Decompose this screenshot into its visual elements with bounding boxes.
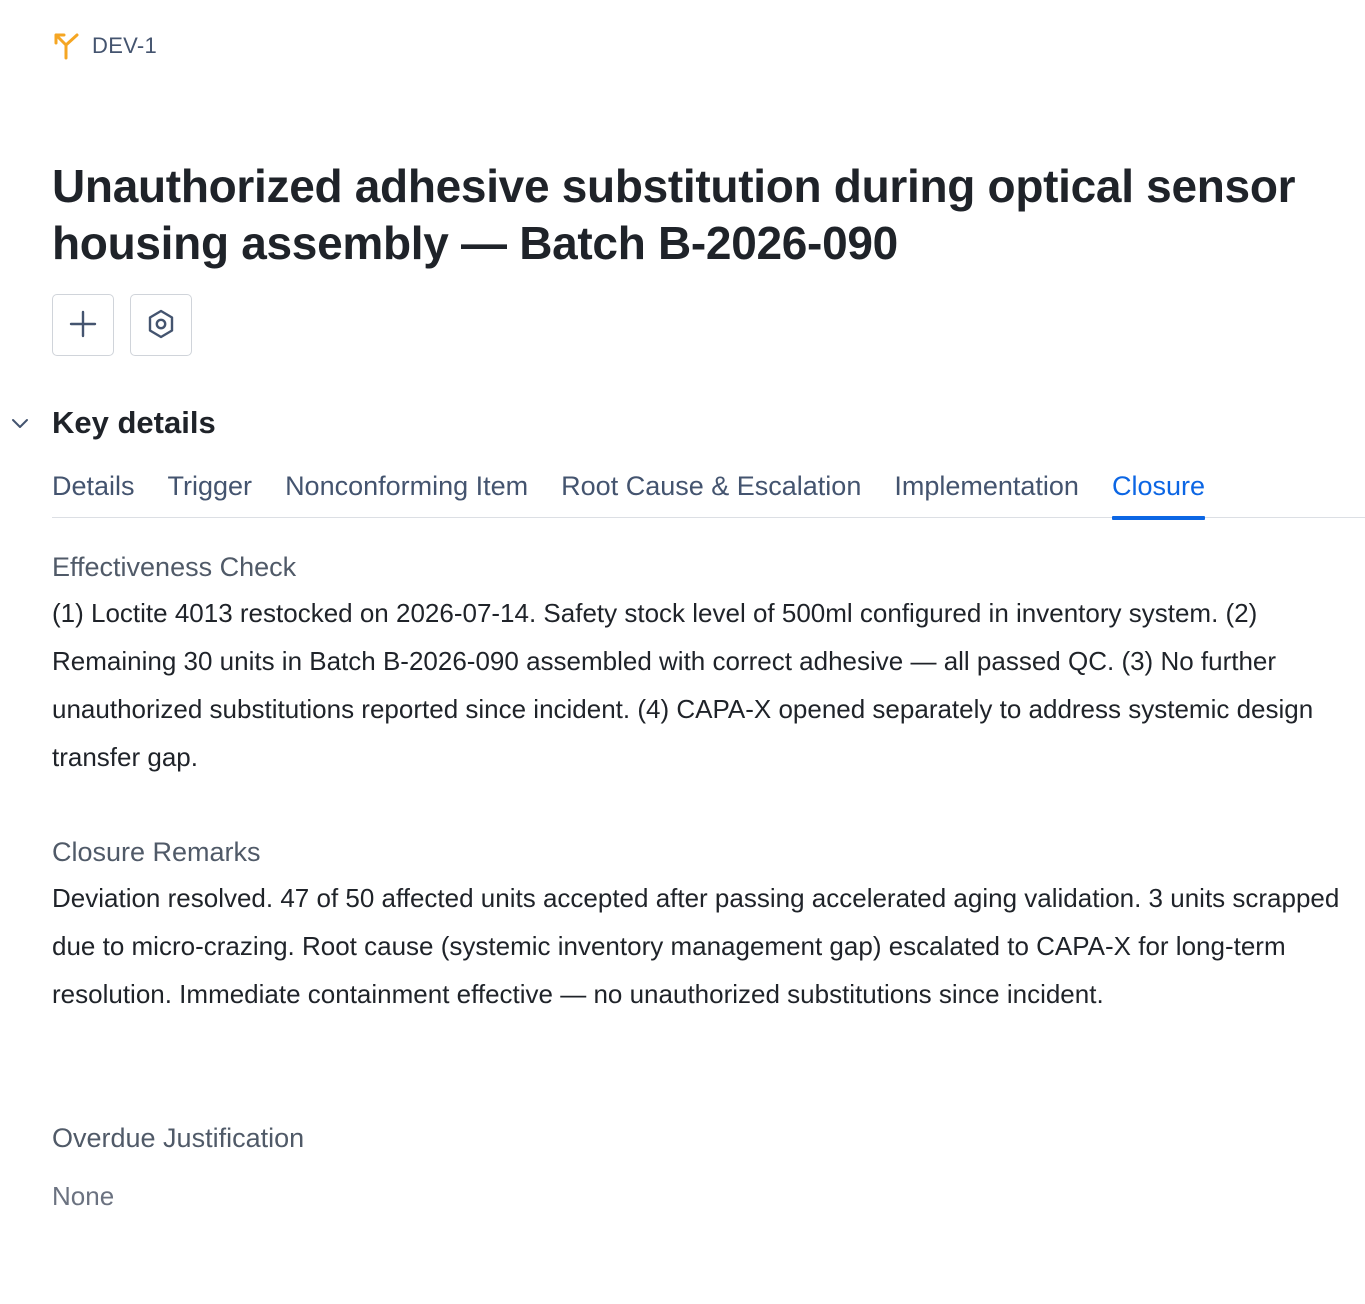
- overdue-justification-value[interactable]: None: [52, 1181, 115, 1211]
- hexagon-settings-icon: [145, 308, 177, 343]
- tab-nonconforming-item[interactable]: Nonconforming Item: [285, 471, 529, 501]
- issue-title[interactable]: Unauthorized adhesive substitution during optical sensor housing assembly — Batch B-2026-090: [52, 160, 1296, 269]
- deviation-fork-icon: [52, 31, 82, 61]
- field-label: Effectiveness Check: [52, 552, 297, 582]
- tab-root-cause-escalation[interactable]: Root Cause & Escalation: [561, 471, 862, 501]
- apps-button[interactable]: [130, 294, 192, 356]
- key-details-header[interactable]: [0, 398, 216, 448]
- field-label: Overdue Justification: [52, 1123, 305, 1153]
- issue-key-link[interactable]: DEV-1: [92, 33, 158, 58]
- tab-implementation[interactable]: Implementation: [894, 471, 1079, 501]
- add-button[interactable]: [52, 294, 114, 356]
- overdue-justification-field: [52, 1122, 1352, 1220]
- tab-bar: [52, 462, 1365, 518]
- quick-actions: [52, 294, 192, 356]
- tab-closure[interactable]: Closure: [1112, 462, 1205, 518]
- tab-details[interactable]: Details: [52, 471, 135, 501]
- field-label: Closure Remarks: [52, 837, 261, 867]
- chevron-down-icon[interactable]: [0, 403, 40, 443]
- effectiveness-check-field: [52, 551, 1352, 781]
- breadcrumb: [52, 30, 157, 62]
- closure-remarks-field: [52, 836, 1352, 1018]
- tab-trigger[interactable]: Trigger: [167, 471, 253, 501]
- section-title: Key details: [52, 405, 216, 440]
- effectiveness-check-value[interactable]: (1) Loctite 4013 restocked on 2026-07-14. Safety stock level of 500ml configured in inventory system. (2) Remaining 30 units in Batch B-2026-090 assembled with correct adhesive — all passed QC. (3) No further unauthorized substitutions reported since incident. (4) CAPA-X opened separately to address systemic design transfer gap.: [52, 598, 1314, 772]
- closure-remarks-value[interactable]: Deviation resolved. 47 of 50 affected units accepted after passing accelerated aging validation. 3 units scrapped due to micro-crazing. Root cause (systemic inventory management gap) escalated to CAPA-X for long-term resolution. Immediate containment effective — no unauthorized substitutions since incident.: [52, 883, 1340, 1009]
- plus-icon: [68, 309, 98, 342]
